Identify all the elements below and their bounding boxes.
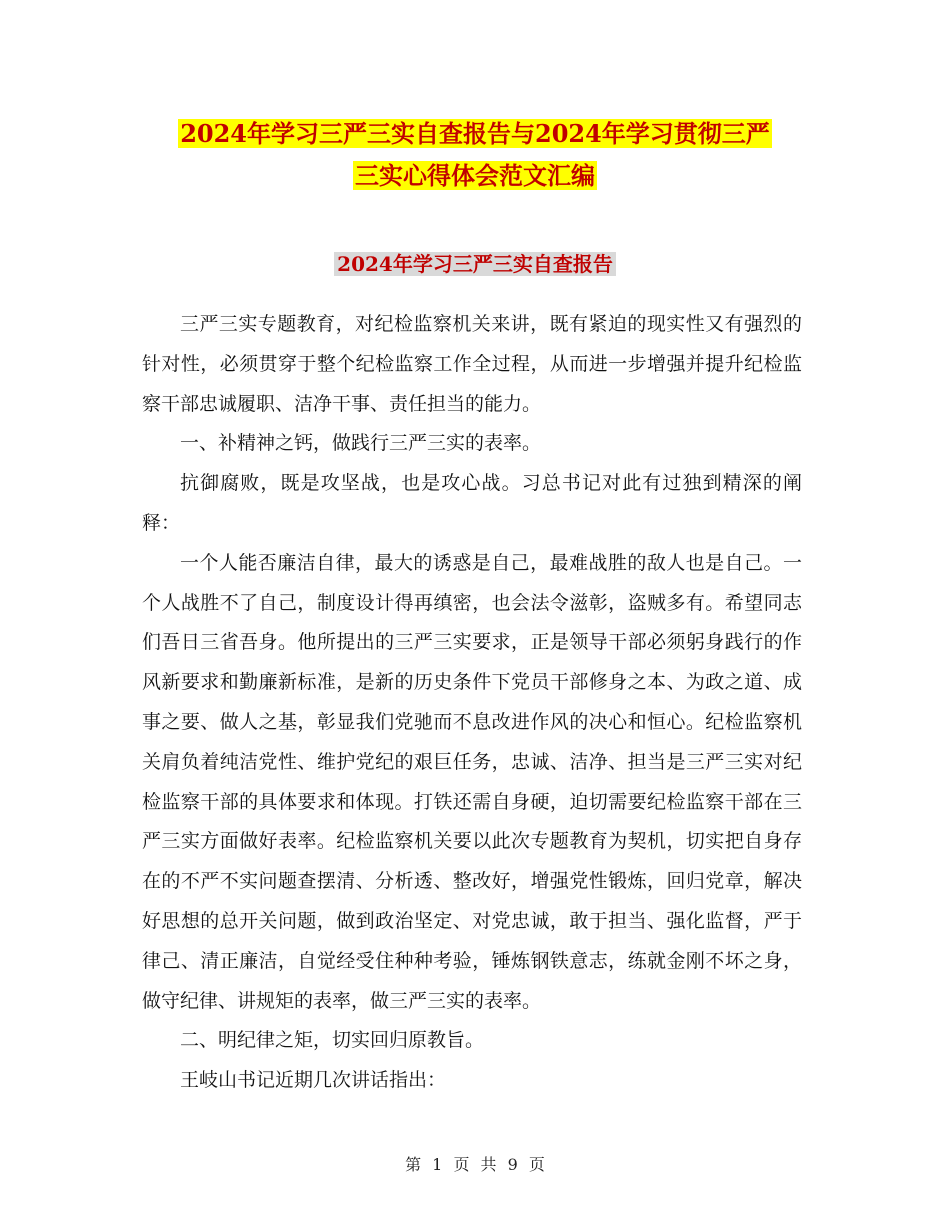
paragraph-speech: 王岐山书记近期几次讲话指出： xyxy=(180,1069,447,1092)
document-title-line-2 xyxy=(0,154,950,198)
section-heading-text: 2024年学习三严三实自查报告 xyxy=(334,252,616,276)
section-heading xyxy=(0,244,950,284)
title-line-1-text: 2024年学习三严三实自查报告与2024年学习贯彻三严 xyxy=(180,119,770,148)
document-title-line-1 xyxy=(0,112,950,156)
paragraph-anticorruption: 抗御腐败，既是攻坚战，也是攻心战。习总书记对此有过独到精深的阐释： xyxy=(142,472,802,534)
paragraph-point-2: 二、明纪律之矩，切实回归原教旨。 xyxy=(180,1029,485,1052)
document-body xyxy=(142,305,802,1101)
paragraph-self-discipline: 一个人能否廉洁自律，最大的诱惑是自己，最难战胜的敌人也是自己。一个人战胜不了自己，制度设计得再缜密，也会法令滋彰，盗贼多有。希望同志们吾日三省吾身。他所提出的三严三实要求，正是领导干部必须躬身践行的作风新要求和勤廉新标准，是新的历史条件下党员干部修身之本、为政之道、成事之要、做人之基，彰显我们党驰而不息改进作风的决心和恒心。纪检监察机关肩负着纯洁党性、维护党纪的艰巨任务，忠诚、洁净、担当是三严三实对纪检监察干部的具体要求和体现。打铁还需自身硬，迫切需要纪检监察干部在三严三实方面做好表率。纪检监察机关要以此次专题教育为契机，切实把自身存在的不严不实问题查摆清、分析透、整改好，增强党性锻炼，回归党章，解决好思想的总开关问题，做到政治坚定、对党忠诚，敢于担当、强化监督，严于律己、清正廉洁，自觉经受住种种考验，锤炼钢铁意志，练就金刚不坏之身，做守纪律、讲规矩的表率，做三严三实的表率。 xyxy=(142,551,802,1012)
paragraph-intro: 三严三实专题教育，对纪检监察机关来讲，既有紧迫的现实性又有强烈的针对性，必须贯穿于整个纪检监察工作全过程，从而进一步增强并提升纪检监察干部忠诚履职、洁净干事、责任担当的能力。 xyxy=(142,313,802,415)
page-footer: 第 1 页 共 9 页 xyxy=(405,1155,545,1174)
title-line-2-text: 三实心得体会范文汇编 xyxy=(355,161,595,190)
paragraph-point-1: 一、补精神之钙，做践行三严三实的表率。 xyxy=(180,432,542,455)
